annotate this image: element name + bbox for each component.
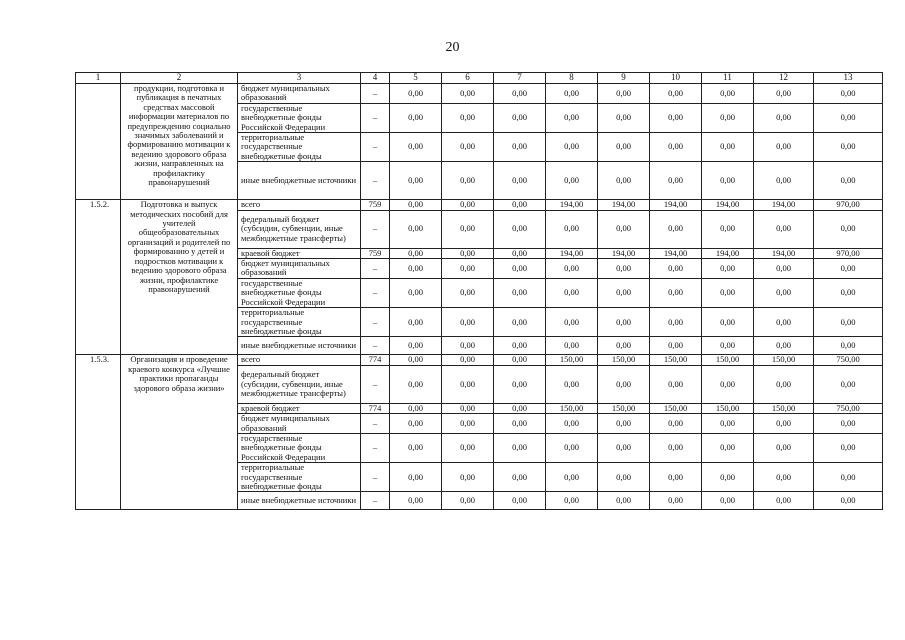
value-cell: 0,00 [754, 278, 814, 307]
code-cell: – [361, 210, 390, 248]
value-cell: 0,00 [754, 433, 814, 462]
value-cell: 0,00 [650, 133, 702, 162]
value-cell: 0,00 [546, 463, 598, 492]
value-cell: 970,00 [814, 248, 883, 258]
header-cell: 8 [546, 73, 598, 84]
value-cell: 0,00 [390, 259, 442, 279]
value-cell: 0,00 [814, 414, 883, 434]
value-cell: 0,00 [650, 414, 702, 434]
value-cell: 0,00 [494, 133, 546, 162]
value-cell: 0,00 [390, 200, 442, 210]
value-cell: 150,00 [598, 403, 650, 413]
value-cell: 0,00 [442, 162, 494, 200]
value-cell: 0,00 [702, 133, 754, 162]
value-cell: 150,00 [754, 403, 814, 413]
value-cell: 0,00 [390, 433, 442, 462]
code-cell: 774 [361, 403, 390, 413]
value-cell: 0,00 [494, 463, 546, 492]
value-cell: 0,00 [814, 133, 883, 162]
page-number: 20 [445, 40, 460, 55]
value-cell: 0,00 [390, 278, 442, 307]
value-cell: 0,00 [494, 200, 546, 210]
value-cell: 0,00 [814, 210, 883, 248]
value-cell: 194,00 [754, 200, 814, 210]
value-cell: 0,00 [814, 84, 883, 104]
code-cell: – [361, 103, 390, 132]
code-cell: – [361, 259, 390, 279]
funding-source: бюджет муниципальных образований [238, 259, 361, 279]
value-cell: 0,00 [442, 84, 494, 104]
value-cell: 150,00 [702, 403, 754, 413]
funding-source: федеральный бюджет (субсидии, субвенции, иные межбюджетные трансферты) [238, 365, 361, 403]
value-cell: 0,00 [598, 278, 650, 307]
funding-source: государственные внебюджетные фонды Российской Федерации [238, 103, 361, 132]
value-cell: 194,00 [702, 200, 754, 210]
value-cell: 0,00 [650, 492, 702, 510]
value-cell: 0,00 [390, 84, 442, 104]
value-cell: 0,00 [754, 337, 814, 355]
funding-source: государственные внебюджетные фонды Российской Федерации [238, 278, 361, 307]
code-cell: 774 [361, 355, 390, 365]
value-cell: 970,00 [814, 200, 883, 210]
value-cell: 0,00 [814, 463, 883, 492]
value-cell: 0,00 [442, 133, 494, 162]
header-cell: 5 [390, 73, 442, 84]
code-cell: – [361, 414, 390, 434]
value-cell: 0,00 [442, 103, 494, 132]
value-cell: 0,00 [442, 463, 494, 492]
funding-source: иные внебюджетные источники [238, 337, 361, 355]
value-cell: 0,00 [650, 463, 702, 492]
value-cell: 0,00 [494, 84, 546, 104]
value-cell: 0,00 [598, 259, 650, 279]
value-cell: 0,00 [494, 492, 546, 510]
value-cell: 0,00 [546, 133, 598, 162]
value-cell: 150,00 [546, 355, 598, 365]
code-cell: – [361, 433, 390, 462]
value-cell: 0,00 [650, 259, 702, 279]
value-cell: 0,00 [754, 365, 814, 403]
value-cell: 0,00 [494, 278, 546, 307]
value-cell: 0,00 [650, 433, 702, 462]
value-cell: 0,00 [546, 84, 598, 104]
value-cell: 0,00 [754, 463, 814, 492]
value-cell: 0,00 [442, 200, 494, 210]
value-cell: 0,00 [390, 308, 442, 337]
code-cell: 759 [361, 248, 390, 258]
value-cell: 0,00 [442, 259, 494, 279]
value-cell: 0,00 [814, 162, 883, 200]
value-cell: 194,00 [546, 200, 598, 210]
code-cell: – [361, 463, 390, 492]
value-cell: 0,00 [390, 355, 442, 365]
value-cell: 0,00 [546, 365, 598, 403]
value-cell: 0,00 [650, 84, 702, 104]
value-cell: 0,00 [754, 210, 814, 248]
value-cell: 150,00 [650, 403, 702, 413]
value-cell: 750,00 [814, 403, 883, 413]
value-cell: 150,00 [702, 355, 754, 365]
value-cell: 0,00 [702, 162, 754, 200]
value-cell: 0,00 [702, 414, 754, 434]
value-cell: 0,00 [754, 84, 814, 104]
header-cell: 13 [814, 73, 883, 84]
value-cell: 0,00 [598, 103, 650, 132]
value-cell: 0,00 [390, 210, 442, 248]
value-cell: 0,00 [702, 463, 754, 492]
budget-table [75, 72, 883, 510]
header-cell: 12 [754, 73, 814, 84]
value-cell: 0,00 [442, 433, 494, 462]
value-cell: 0,00 [390, 365, 442, 403]
funding-source: государственные внебюджетные фонды Российской Федерации [238, 433, 361, 462]
value-cell: 0,00 [598, 84, 650, 104]
value-cell: 194,00 [754, 248, 814, 258]
value-cell: 0,00 [442, 337, 494, 355]
value-cell: 0,00 [598, 133, 650, 162]
code-cell: – [361, 365, 390, 403]
value-cell: 0,00 [546, 414, 598, 434]
code-cell: – [361, 133, 390, 162]
value-cell: 0,00 [442, 365, 494, 403]
value-cell: 0,00 [546, 308, 598, 337]
value-cell: 0,00 [598, 162, 650, 200]
funding-source: бюджет муниципальных образований [238, 84, 361, 104]
table-row [76, 355, 883, 365]
value-cell: 0,00 [754, 103, 814, 132]
table-row [76, 200, 883, 210]
item-name: Подготовка и выпуск методических пособий для учителей общеобразовательных организаций и родителей по формированию у детей и подростков мотивации к ведению здорового образа жизни, профилактике правонарушений [121, 200, 238, 355]
funding-source: иные внебюджетные источники [238, 492, 361, 510]
value-cell: 0,00 [494, 433, 546, 462]
value-cell: 0,00 [754, 308, 814, 337]
funding-source: иные внебюджетные источники [238, 162, 361, 200]
value-cell: 0,00 [598, 492, 650, 510]
code-cell: – [361, 492, 390, 510]
value-cell: 0,00 [442, 278, 494, 307]
value-cell: 0,00 [814, 492, 883, 510]
value-cell: 0,00 [598, 365, 650, 403]
value-cell: 0,00 [702, 433, 754, 462]
item-name: Организация и проведение краевого конкурса «Лучшие практики пропаганды здорового образа жизни» [121, 355, 238, 510]
value-cell: 0,00 [546, 492, 598, 510]
value-cell: 0,00 [494, 355, 546, 365]
item-code: 1.5.2. [76, 200, 121, 355]
value-cell: 0,00 [390, 133, 442, 162]
value-cell: 0,00 [598, 210, 650, 248]
header-cell: 9 [598, 73, 650, 84]
funding-source: бюджет муниципальных образований [238, 414, 361, 434]
value-cell: 0,00 [754, 259, 814, 279]
value-cell: 150,00 [598, 355, 650, 365]
value-cell: 194,00 [702, 248, 754, 258]
value-cell: 0,00 [494, 259, 546, 279]
value-cell: 0,00 [754, 414, 814, 434]
funding-source: всего [238, 200, 361, 210]
funding-source: краевой бюджет [238, 403, 361, 413]
code-cell: – [361, 308, 390, 337]
table-row [76, 84, 883, 104]
value-cell: 0,00 [546, 337, 598, 355]
item-code [76, 84, 121, 200]
value-cell: 0,00 [814, 365, 883, 403]
value-cell: 0,00 [390, 103, 442, 132]
code-cell: 759 [361, 200, 390, 210]
funding-source: территориальные государственные внебюджетные фонды [238, 133, 361, 162]
code-cell: – [361, 162, 390, 200]
code-cell: – [361, 84, 390, 104]
header-cell: 3 [238, 73, 361, 84]
value-cell: 194,00 [546, 248, 598, 258]
value-cell: 0,00 [390, 337, 442, 355]
value-cell: 0,00 [650, 162, 702, 200]
value-cell: 0,00 [442, 210, 494, 248]
funding-source: территориальные государственные внебюджетные фонды [238, 463, 361, 492]
value-cell: 0,00 [702, 308, 754, 337]
value-cell: 0,00 [442, 355, 494, 365]
value-cell: 0,00 [494, 248, 546, 258]
value-cell: 0,00 [814, 103, 883, 132]
value-cell: 0,00 [598, 414, 650, 434]
value-cell: 750,00 [814, 355, 883, 365]
header-cell: 6 [442, 73, 494, 84]
header-cell: 4 [361, 73, 390, 84]
value-cell: 0,00 [814, 278, 883, 307]
value-cell: 0,00 [494, 103, 546, 132]
funding-source: краевой бюджет [238, 248, 361, 258]
value-cell: 0,00 [546, 278, 598, 307]
value-cell: 0,00 [442, 492, 494, 510]
value-cell: 0,00 [650, 365, 702, 403]
value-cell: 0,00 [390, 463, 442, 492]
value-cell: 0,00 [702, 337, 754, 355]
value-cell: 0,00 [390, 403, 442, 413]
value-cell: 0,00 [442, 403, 494, 413]
funding-source: территориальные государственные внебюджетные фонды [238, 308, 361, 337]
value-cell: 0,00 [494, 365, 546, 403]
value-cell: 0,00 [702, 365, 754, 403]
code-cell: – [361, 337, 390, 355]
value-cell: 0,00 [546, 103, 598, 132]
value-cell: 0,00 [754, 162, 814, 200]
value-cell: 0,00 [442, 308, 494, 337]
value-cell: 0,00 [546, 210, 598, 248]
value-cell: 0,00 [442, 248, 494, 258]
value-cell: 0,00 [390, 248, 442, 258]
value-cell: 0,00 [814, 259, 883, 279]
code-cell: – [361, 278, 390, 307]
value-cell: 0,00 [494, 403, 546, 413]
value-cell: 0,00 [650, 337, 702, 355]
value-cell: 0,00 [598, 433, 650, 462]
value-cell: 0,00 [442, 414, 494, 434]
value-cell: 0,00 [390, 492, 442, 510]
value-cell: 0,00 [702, 278, 754, 307]
value-cell: 0,00 [702, 84, 754, 104]
value-cell: 0,00 [390, 162, 442, 200]
value-cell: 0,00 [650, 308, 702, 337]
value-cell: 194,00 [598, 200, 650, 210]
header-cell: 1 [76, 73, 121, 84]
value-cell: 0,00 [814, 308, 883, 337]
header-cell: 7 [494, 73, 546, 84]
header-row [76, 73, 883, 84]
value-cell: 0,00 [598, 337, 650, 355]
header-cell: 10 [650, 73, 702, 84]
value-cell: 0,00 [494, 414, 546, 434]
value-cell: 0,00 [702, 103, 754, 132]
value-cell: 0,00 [546, 259, 598, 279]
value-cell: 0,00 [494, 210, 546, 248]
value-cell: 150,00 [650, 355, 702, 365]
value-cell: 0,00 [390, 414, 442, 434]
value-cell: 0,00 [598, 308, 650, 337]
item-code: 1.5.3. [76, 355, 121, 510]
value-cell: 194,00 [650, 200, 702, 210]
value-cell: 0,00 [494, 337, 546, 355]
value-cell: 0,00 [494, 308, 546, 337]
value-cell: 0,00 [546, 433, 598, 462]
value-cell: 0,00 [814, 337, 883, 355]
value-cell: 0,00 [702, 210, 754, 248]
value-cell: 0,00 [494, 162, 546, 200]
value-cell: 194,00 [650, 248, 702, 258]
value-cell: 0,00 [598, 463, 650, 492]
value-cell: 0,00 [650, 278, 702, 307]
value-cell: 0,00 [702, 492, 754, 510]
value-cell: 150,00 [754, 355, 814, 365]
value-cell: 0,00 [754, 133, 814, 162]
header-cell: 2 [121, 73, 238, 84]
value-cell: 194,00 [598, 248, 650, 258]
item-name: продукции, подготовка и публикация в печатных средствах массовой информации материалов по предупреждению социально значимых заболеваний и формированию мотивации к ведению здорового образа жизни, направленных на профилактику правонарушений [121, 84, 238, 200]
value-cell: 0,00 [546, 162, 598, 200]
value-cell: 0,00 [650, 103, 702, 132]
funding-source: федеральный бюджет (субсидии, субвенции, иные межбюджетные трансферты) [238, 210, 361, 248]
value-cell: 0,00 [702, 259, 754, 279]
value-cell: 0,00 [754, 492, 814, 510]
value-cell: 150,00 [546, 403, 598, 413]
header-cell: 11 [702, 73, 754, 84]
value-cell: 0,00 [650, 210, 702, 248]
funding-source: всего [238, 355, 361, 365]
value-cell: 0,00 [814, 433, 883, 462]
